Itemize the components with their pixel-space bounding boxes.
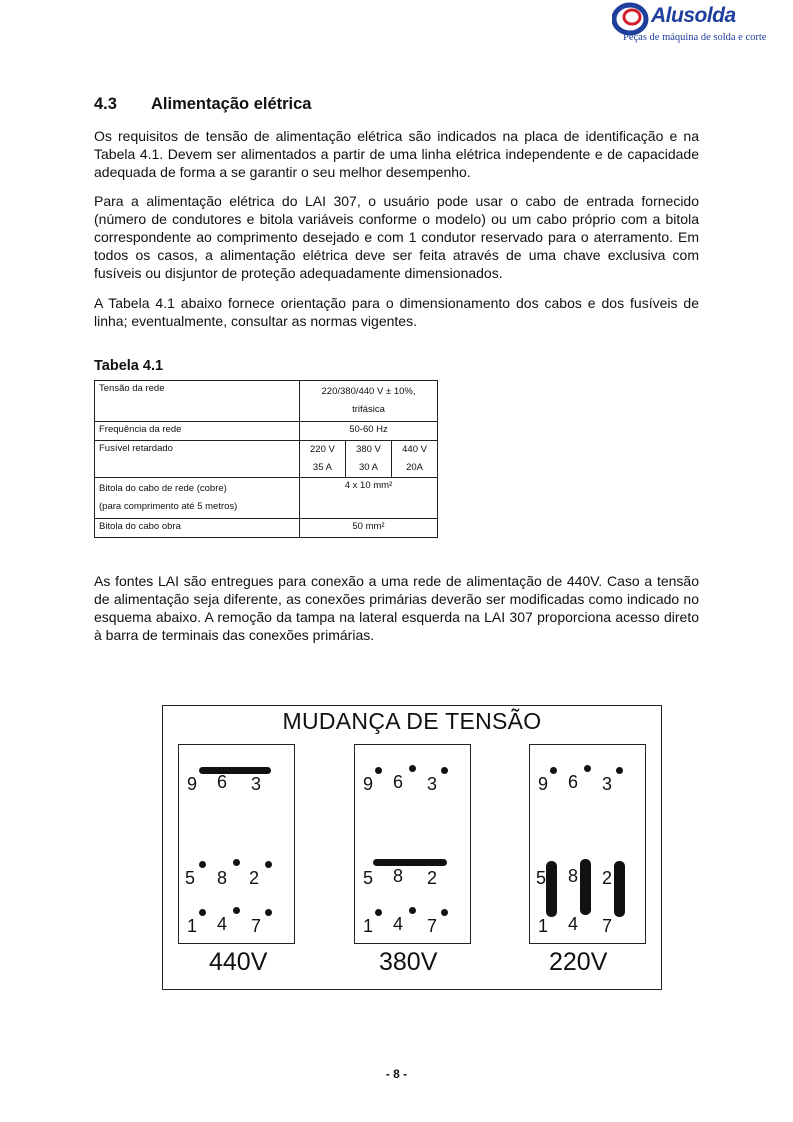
logo-swirl-icon: [612, 2, 652, 36]
terminal-label: 6: [568, 772, 579, 792]
table-cell-value: 50-60 Hz: [300, 422, 438, 441]
terminal-dot: [265, 861, 272, 868]
paragraph: As fontes LAI são entregues para conexão a uma rede de alimentação de 440V. Caso a tensão de alimentação seja diferente, as conexões primárias deverão ser modificadas como indicado no esquema abaixo. A remoção da tampa na lateral esquerda na LAI 307 proporciona acesso direto à barra de terminais das conexões primárias.: [94, 573, 699, 643]
terminal-label: 5: [185, 868, 196, 888]
table-title: Tabela 4.1: [94, 358, 164, 374]
terminal-label: 7: [251, 916, 262, 936]
fuse-current: 30 A: [345, 459, 391, 477]
terminal-label: 6: [217, 772, 228, 792]
fuse-subtable: [300, 441, 437, 477]
link-bar: [614, 861, 625, 917]
table-cell-value: [300, 381, 438, 422]
section-heading: [94, 95, 312, 114]
link-bar: [546, 861, 557, 917]
terminal-dot: [409, 765, 416, 772]
terminal-dot: [616, 767, 623, 774]
fuse-voltage: 440 V: [392, 441, 437, 459]
table-cell-label: Fusível retardado: [95, 441, 300, 478]
terminal-dot: [550, 767, 557, 774]
terminal-dot: [584, 765, 591, 772]
voltage-label: 220V: [549, 948, 608, 976]
terminal-label: 8: [217, 868, 228, 888]
brand-name: Alusolda: [651, 4, 736, 27]
voltage-value-line: 220/380/440 V ± 10%,: [321, 386, 416, 397]
terminal-dot: [441, 767, 448, 774]
terminal-dot: [233, 859, 240, 866]
terminal-label: 1: [538, 916, 549, 936]
terminal-panel-380v: [354, 744, 471, 944]
terminal-label: 4: [568, 914, 579, 934]
terminal-label: 5: [363, 868, 374, 888]
brand-tagline: Peças de máquina de solda e corte: [623, 32, 767, 43]
fuse-voltage: 380 V: [345, 441, 391, 459]
terminal-label: 1: [363, 916, 374, 936]
table-row: [95, 519, 438, 538]
terminal-panel-440v: [178, 744, 295, 944]
diagram-title: MUDANÇA DE TENSÃO: [282, 708, 542, 734]
terminal-label: 3: [427, 774, 438, 794]
terminal-dot: [265, 909, 272, 916]
terminal-label: 9: [363, 774, 374, 794]
terminal-label: 9: [187, 774, 198, 794]
link-bar: [373, 859, 447, 866]
terminal-label: 2: [427, 868, 438, 888]
terminal-dot: [409, 907, 416, 914]
terminal-panel-220v: [529, 744, 646, 944]
table-row: [95, 422, 438, 441]
terminal-label: 3: [251, 774, 262, 794]
terminal-label: 3: [602, 774, 613, 794]
terminal-label: 8: [568, 866, 579, 886]
fuse-current: 35 A: [312, 462, 332, 473]
voltage-label: 380V: [379, 948, 438, 976]
paragraph: Os requisitos de tensão de alimentação elétrica são indicados na placa de identificação e na Tabela 4.1. Devem ser alimentados a partir de uma linha elétrica independente e de capacidade adequada de forma a se garantir o seu melhor desempenho.: [94, 128, 699, 180]
cable-label-line: (para comprimento até 5 metros): [99, 501, 238, 512]
voltage-label: 440V: [209, 948, 268, 976]
voltage-value-line: trifásica: [352, 404, 385, 415]
table-cell-label: [95, 478, 300, 519]
table-row: [95, 478, 438, 519]
table-row: [95, 441, 438, 478]
table-cell-value: [300, 441, 438, 478]
paragraph: A Tabela 4.1 abaixo fornece orientação para o dimensionamento dos cabos e dos fusíveis de linha; eventualmente, consultar as normas vigentes.: [94, 295, 699, 329]
terminal-label: 4: [393, 914, 404, 934]
link-bar: [199, 767, 271, 774]
table-cell-value: 4 x 10 mm²: [300, 478, 438, 519]
terminal-label: 1: [187, 916, 198, 936]
table-cell-value: 50 mm²: [300, 519, 438, 538]
link-bar: [580, 859, 591, 915]
cable-label-line: Bitola do cabo de rede (cobre): [99, 483, 227, 494]
table-cell-label: Tensão da rede: [95, 381, 300, 422]
terminal-dot: [233, 907, 240, 914]
terminal-label: 9: [538, 774, 549, 794]
terminal-label: 8: [393, 866, 404, 886]
fuse-voltage: 220 V: [310, 444, 335, 455]
section-title: Alimentação elétrica: [151, 95, 312, 113]
terminal-label: 4: [217, 914, 228, 934]
terminal-label: 7: [602, 916, 613, 936]
spec-table: [94, 380, 438, 538]
voltage-change-diagram: [162, 705, 662, 990]
terminal-label: 6: [393, 772, 404, 792]
table-row: [95, 381, 438, 422]
terminal-dot: [375, 909, 382, 916]
terminal-label: 2: [249, 868, 260, 888]
brand-logo: [612, 2, 767, 46]
terminal-dot: [375, 767, 382, 774]
fuse-current: 20A: [392, 459, 437, 477]
paragraph: Para a alimentação elétrica do LAI 307, o usuário pode usar o cabo de entrada fornecido (número de condutores e bitola variáveis conforme o modelo) ou um cabo próprio com a bitola correspondente ao comprimento desejado e com 1 condutor reservado para o aterramento. Em todos os casos, a alimentação elétrica deve ser feita através de uma chave exclusiva com fusíveis ou disjuntor de proteção adequadamente dimensionados.: [94, 193, 699, 281]
terminal-label: 2: [602, 868, 613, 888]
terminal-dot: [199, 861, 206, 868]
page-number: - 8 -: [385, 1067, 408, 1081]
terminal-label: 7: [427, 916, 438, 936]
terminal-label: 5: [536, 868, 547, 888]
section-number: 4.3: [94, 95, 117, 113]
table-cell-label: Bitola do cabo obra: [95, 519, 300, 538]
terminal-dot: [441, 909, 448, 916]
terminal-dot: [199, 909, 206, 916]
table-cell-label: Frequência da rede: [95, 422, 300, 441]
